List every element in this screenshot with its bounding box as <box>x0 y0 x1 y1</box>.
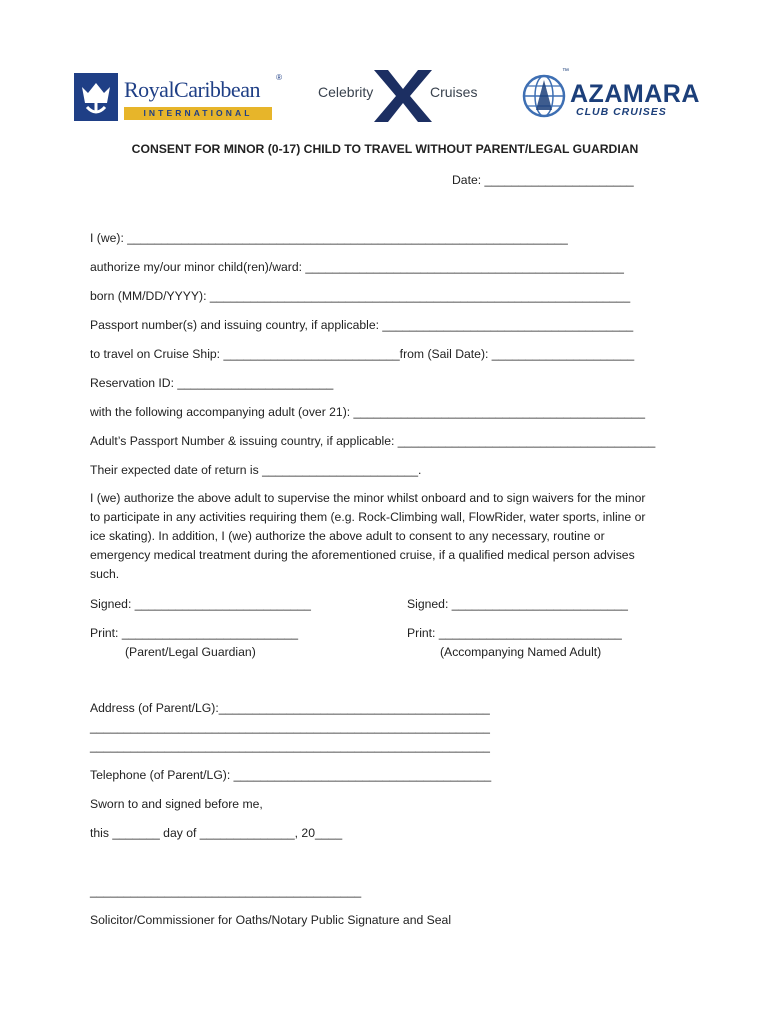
adult-print-field[interactable]: Print: ___________________________ <box>407 626 622 640</box>
royal-caribbean-wordmark: RoyalCaribbean <box>124 77 260 102</box>
celebrity-x-icon <box>370 70 436 122</box>
parent-signature-field[interactable]: Signed: __________________________ <box>90 597 311 611</box>
reservation-id-field[interactable]: Reservation ID: _______________________ <box>90 376 334 390</box>
authorization-line: to participate in any activities requiring them (e.g. Rock-Climbing wall, FlowRider, water sports, inline or <box>90 510 646 524</box>
authorization-line: emergency medical treatment during the aforementioned cruise, if a qualified medical person advises <box>90 548 635 562</box>
parent-role-label: (Parent/Legal Guardian) <box>125 645 256 659</box>
passport-field[interactable]: Passport number(s) and issuing country, if applicable: _____________________________________ <box>90 318 634 332</box>
celebrity-wordmark: Celebrity <box>318 84 374 100</box>
crown-anchor-icon <box>74 73 118 121</box>
registered-mark: ® <box>276 73 282 82</box>
authorization-line: such. <box>90 567 120 581</box>
date-field[interactable]: Date: ______________________ <box>452 173 634 187</box>
adult-passport-field[interactable]: Adult’s Passport Number & issuing country, if applicable: ______________________________________ <box>90 434 656 448</box>
notary-label: Solicitor/Commissioner for Oaths/Notary Public Signature and Seal <box>90 913 452 927</box>
adult-role-label: (Accompanying Named Adult) <box>440 645 602 659</box>
cruise-ship-field[interactable]: to travel on Cruise Ship: __________________________from (Sail Date): _____________________ <box>90 347 635 361</box>
azamara-tagline: CLUB CRUISES <box>576 106 667 118</box>
globe-icon <box>522 68 570 124</box>
royal-caribbean-tagline: INTERNATIONAL <box>124 107 272 120</box>
cruises-wordmark: Cruises <box>430 84 478 100</box>
authorization-paragraph <box>90 489 690 584</box>
authorization-line: ice skating). In addition, I (we) authorize the above adult to consent to any necessary, routine or <box>90 529 605 543</box>
telephone-field[interactable]: Telephone (of Parent/LG): ______________________________________ <box>90 768 492 782</box>
royal-caribbean-logo <box>74 73 282 121</box>
form-title: CONSENT FOR MINOR (0-17) CHILD TO TRAVEL WITHOUT PARENT/LEGAL GUARDIAN <box>131 142 639 156</box>
return-date-field[interactable]: Their expected date of return is _______________________. <box>90 463 422 477</box>
accompanying-adult-field[interactable]: with the following accompanying adult (over 21): ___________________________________________ <box>90 405 645 419</box>
authorization-line: I (we) authorize the above adult to supervise the minor whilst onboard and to sign waivers for the minor <box>90 491 646 505</box>
address-line-3[interactable]: ___________________________________________________________ <box>90 739 490 753</box>
birth-date-field[interactable]: born (MM/DD/YYYY): ______________________________________________________________ <box>90 289 631 303</box>
trademark-mark: ™ <box>562 68 569 75</box>
sworn-statement: Sworn to and signed before me, <box>90 797 263 811</box>
azamara-club-cruises-logo <box>522 66 700 126</box>
celebrity-cruises-logo <box>318 70 484 122</box>
parent-print-field[interactable]: Print: __________________________ <box>90 626 299 640</box>
parent-name-field[interactable]: I (we): _________________________________________________________________ <box>90 231 568 245</box>
notary-signature-line[interactable]: ________________________________________ <box>90 884 362 898</box>
minor-name-field[interactable]: authorize my/our minor child(ren)/ward: _______________________________________________ <box>90 260 624 274</box>
adult-signature-field[interactable]: Signed: __________________________ <box>407 597 628 611</box>
azamara-wordmark: AZAMARA <box>570 80 700 108</box>
address-line-2[interactable]: ___________________________________________________________ <box>90 720 490 734</box>
sworn-date-field[interactable]: this _______ day of ______________, 20____ <box>90 826 343 840</box>
address-field[interactable]: Address (of Parent/LG):________________________________________ <box>90 701 490 715</box>
